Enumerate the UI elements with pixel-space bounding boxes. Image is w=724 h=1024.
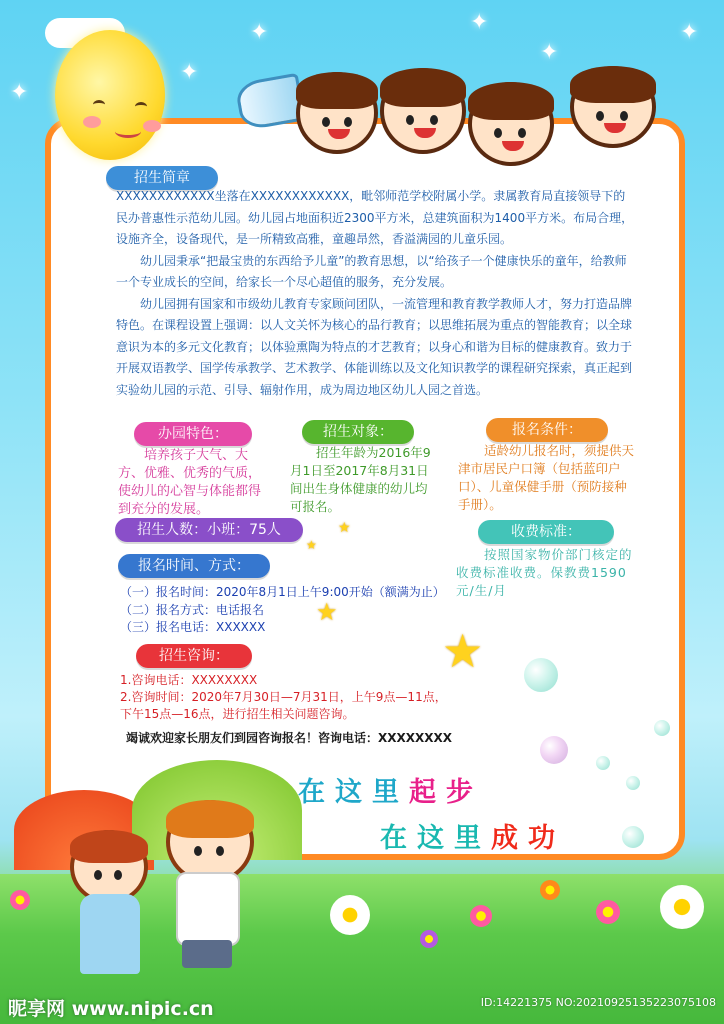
slogan-highlight: 起步 — [409, 777, 483, 808]
features-title: 办园特色： — [134, 422, 252, 446]
watermark-logo: 昵享网 www.nipic.cn — [8, 998, 214, 1020]
enrollment-title: 招生人数：小班：75人 — [115, 518, 303, 542]
flower-icon — [470, 905, 492, 927]
boy-shirt — [176, 872, 240, 946]
slogan-line-2 — [380, 816, 565, 855]
fees-title: 收费标准： — [478, 520, 614, 544]
intro-text — [116, 186, 636, 401]
slogan-part: 在这里 — [298, 777, 409, 808]
consult-item: 1.咨询电话：XXXXXXXX — [120, 673, 258, 687]
slogan-highlight: 成功 — [491, 823, 565, 854]
requirements-title: 报名条件： — [486, 418, 608, 442]
star-icon: ★ — [316, 598, 338, 626]
sparkle-icon: ✦ — [10, 80, 29, 105]
girl-with-umbrella — [70, 830, 148, 904]
watermark-id: ID:14221375 NO:20210925135223075108 — [480, 996, 716, 1009]
bubble-decoration — [626, 776, 640, 790]
cartoon-kid-face — [296, 72, 378, 154]
flower-icon — [10, 890, 30, 910]
bubble-decoration — [596, 756, 610, 770]
registration-list — [120, 584, 450, 637]
fees-text: 按照国家物价部门核定的收费标准收费。保教费1590元/生/月 — [456, 547, 633, 598]
boy-shorts — [182, 940, 232, 968]
registration-title: 报名时间、方式： — [118, 554, 270, 578]
girl-dress — [80, 894, 140, 974]
cartoon-kid-face — [570, 66, 656, 148]
target-title: 招生对象： — [302, 420, 414, 444]
star-icon: ★ — [306, 538, 317, 552]
flower-icon — [330, 895, 370, 935]
intro-paragraph-3: 幼儿园拥有国家和市级幼儿教育专家顾问团队，一流管理和教育教学教师人才，努力打造品牌特色。在课程设置上强调：以人文关怀为核心的品行教育；以思维拓展为重点的智能教育；以全球意识为本的多元文化教育；以体验熏陶为特点的才艺教育；以身心和谐为目标的健康教育。致力于开展双语教学、国学传承教学、艺术教学、体能训练以及文化知识教学的课程研究探索，真正起到实验幼儿园的示范、引导、辐射作用，成为周边地区幼儿人园之首选。 — [116, 296, 633, 397]
consult-list — [120, 672, 460, 723]
sparkle-icon: ✦ — [470, 10, 489, 35]
slogan-part: 在这里 — [380, 823, 491, 854]
intro-paragraph-1: XXXXXXXXXXXX坐落在XXXXXXXXXXXX，毗邻师范学校附属小学。隶属教育局直接领导下的民办普惠性示范幼儿园。幼儿园占地面积近2300平方米，总建筑面积为1400平方米。布局合理，设施齐全，设备现代，是一所精致高雅，童趣昂然，香溢满园的儿童乐园。 — [116, 189, 634, 246]
target-text: 招生年龄为2016年9月1日至2017年8月31日间出生身体健康的幼儿均可报名。 — [290, 445, 431, 514]
bubble-decoration — [540, 736, 568, 764]
consult-title: 招生咨询： — [136, 644, 252, 668]
sparkle-icon: ✦ — [180, 60, 199, 85]
star-icon: ★ — [338, 520, 351, 536]
requirements-text: 适龄幼儿报名时，须提供天津市居民户口簿（包括蓝印户口）、儿童保健手册（预防接种手册）。 — [458, 443, 635, 512]
slogan-line-1 — [298, 770, 483, 809]
bubble-decoration — [622, 826, 644, 848]
sparkle-icon: ✦ — [250, 20, 269, 45]
welcome-text: 竭诚欢迎家长朋友们到园咨询报名！咨询电话：XXXXXXXX — [126, 731, 453, 745]
sparkle-icon: ✦ — [680, 20, 699, 45]
intro-title: 招生简章 — [106, 166, 218, 190]
smiling-moon-icon — [55, 30, 165, 160]
features-text: 培养孩子大气、大方、优雅、优秀的气质，使幼儿的心智与体能都得到充分的发展。 — [118, 448, 262, 517]
registration-item: （二）报名方式：电话报名 — [120, 602, 265, 617]
cartoon-kid-face — [380, 68, 466, 154]
registration-item: （三）报名电话：XXXXXX — [120, 620, 266, 634]
bubble-decoration — [654, 720, 670, 736]
star-icon: ★ — [442, 624, 484, 678]
flower-icon — [540, 880, 560, 900]
flower-icon — [660, 885, 704, 929]
flower-icon — [420, 930, 438, 948]
sparkle-icon: ✦ — [540, 40, 559, 65]
consult-item: 2.咨询时间：2020年7月30日—7月31日，上午9点—11点， — [120, 690, 447, 704]
consult-item: 下午15点—16点，进行招生相关问题咨询。 — [120, 707, 355, 721]
registration-item: （一）报名时间：2020年8月1日上午9:00开始（额满为止） — [120, 585, 445, 599]
bubble-decoration — [524, 658, 558, 692]
intro-paragraph-2: 幼儿园秉承“把最宝贵的东西给予儿童”的教育思想，以“给孩子一个健康快乐的童年，给教师一个专业成长的空间，给家长一个尽心超值的服务，充分发展。 — [116, 253, 627, 289]
flower-icon — [596, 900, 620, 924]
cartoon-kid-face — [468, 82, 554, 166]
